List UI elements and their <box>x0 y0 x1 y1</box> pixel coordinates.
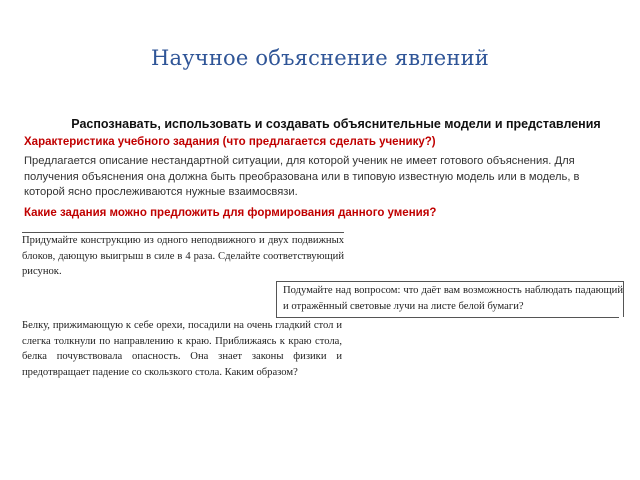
heading-characteristic: Характеристика учебного задания (что предлагается сделать ученику?) <box>24 136 436 148</box>
heading-tasks: Какие задания можно предложить для формирования данного умения? <box>24 207 437 219</box>
description-paragraph: Предлагается описание нестандартной ситуации, для которой ученик не имеет готового объяснения. Для получения объяснения она должна быть преобразована или в типовую известную модель или в модель, в которой ясно прослеживаются нужные взаимосвязи. <box>24 155 580 198</box>
task-squirrel: Белку, прижимающую к себе орехи, посадили на очень гладкий стол и слегка толкнули по направлению к краю. Приближаясь к краю стола, белка почувствовала опасность. Она знает законы физики и предотвращает падение со скользкого стола. Каким образом? <box>22 320 342 378</box>
task-blocks: Придумайте конструкцию из одного неподвижного и двух подвижных блоков, дающую выигрыш в силе в 4 раза. Сделайте соответствующий рисунок. <box>22 232 344 280</box>
slide-subtitle: Распознавать, использовать и создавать объяснительные модели и представления <box>71 117 601 131</box>
task-light-rays: Подумайте над вопросом: что даёт вам возможность наблюдать падающий и отражённый световые лучи на листе белой бумаги? <box>276 281 624 317</box>
slide-title: Научное объяснение явлений <box>150 46 490 70</box>
